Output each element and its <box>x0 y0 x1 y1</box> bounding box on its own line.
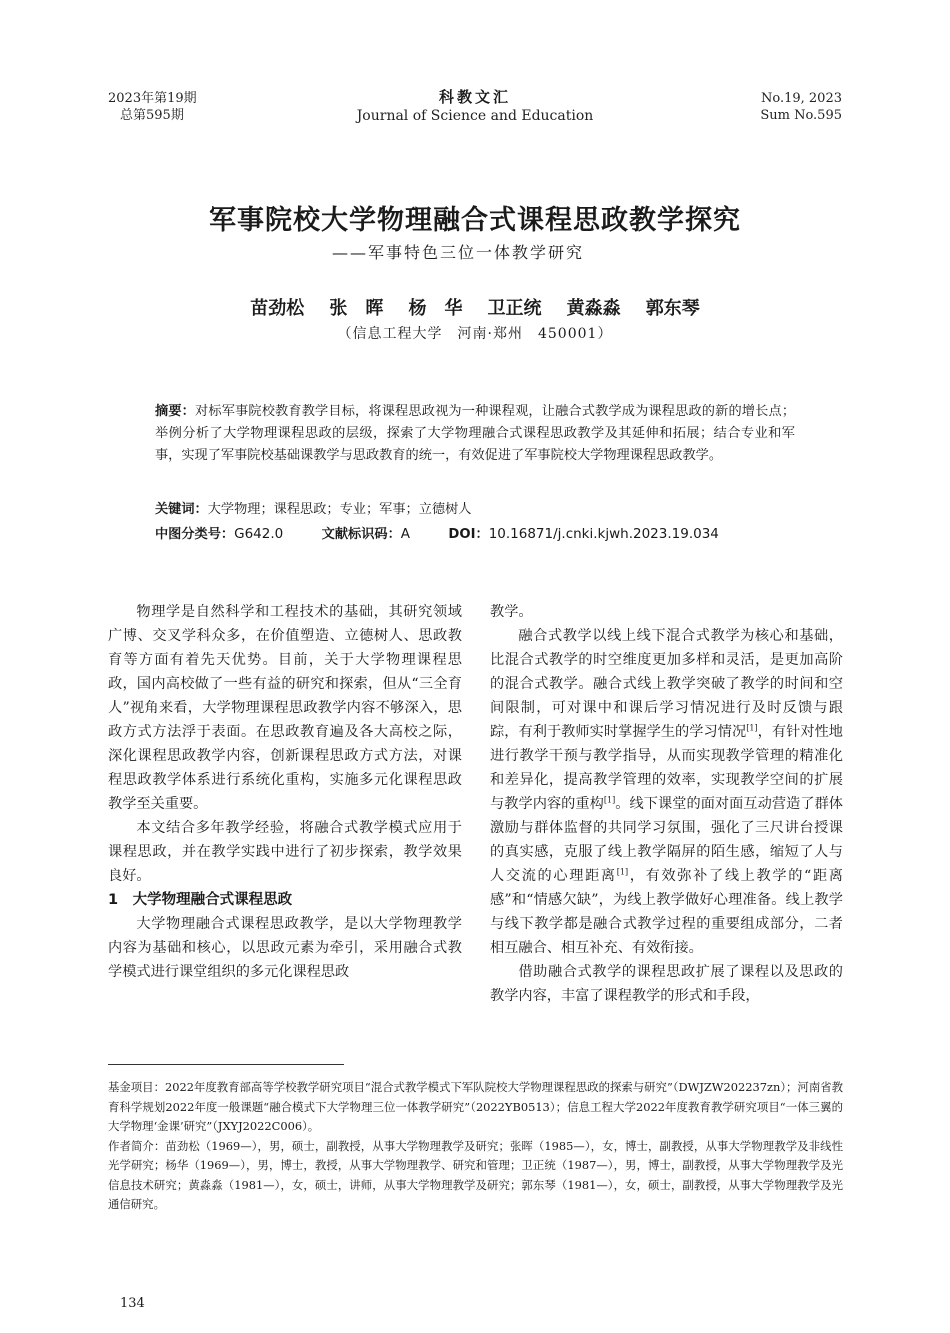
article-subtitle: ——军事特色三位一体教学研究 <box>332 243 585 262</box>
author-list <box>0 294 950 320</box>
author: 张 晖 <box>329 298 384 319</box>
keywords-label: 关键词： <box>155 502 208 517</box>
citation: [1] <box>603 795 616 805</box>
article-title: 军事院校大学物理融合式课程思政教学探究 <box>209 205 741 236</box>
paragraph <box>490 624 843 960</box>
keywords-text: 大学物理；课程思政；专业；军事；立德树人 <box>207 502 472 517</box>
keywords <box>155 499 795 521</box>
issue-cn: 2023年第19期 <box>108 91 197 106</box>
journal-logo-cn: 科教文汇 <box>438 88 511 106</box>
paragraph: 借助融合式教学的课程思政扩展了课程以及思政的教学内容，丰富了课程教学的形式和手段， <box>490 964 843 1004</box>
paragraph: 教学。 <box>490 604 533 620</box>
section-heading: 1 大学物理融合式课程思政 <box>108 892 293 908</box>
paragraph: 大学物理融合式课程思政教学，是以大学物理教学内容为基础和核心，以思政元素为牵引，采用融合式教学模式进行课堂组织的多元化课程思政 <box>108 916 462 980</box>
abstract-text: 对标军事院校教育教学目标，将课程思政视为一种课程观，让融合式教学成为课程思政的新的增长点；举例分析了大学物理课程思政的层级，探索了大学物理融合式课程思政教学及其延伸和拓展；结合专业和军事，实现了军事院校基础课教学与思政教育的统一，有效促进了军事院校大学物理课程思政教学。 <box>155 404 796 463</box>
citation: [1] <box>746 723 758 733</box>
issue-en: No.19, 2023 <box>761 91 842 106</box>
text-run: ，有针对性地进行教学干预与教学指导，从而实现教学管理的精准化和差异化，提高教学管理的效率，实现教学空间的扩展与教学内容的重构 <box>490 724 843 812</box>
classification-line <box>155 523 795 546</box>
abstract-label: 摘要： <box>155 404 196 419</box>
doc-code-label: 文献标识码： <box>321 527 401 542</box>
body-right-column <box>490 600 843 1008</box>
author: 杨 华 <box>408 298 463 319</box>
doc-code-value: A <box>400 526 411 542</box>
clc-value: G642.0 <box>234 526 284 542</box>
text-run: ，有效弥补了线上教学的“距离感”和“情感欠缺”，为线上教学做好心理准备。线上教学与线下教学都是融合式教学过程的重要组成部分，二者相互融合、相互补充、有效衔接。 <box>490 868 843 956</box>
text-run: 。线下课堂的面对面互动营造了群体激励与群体监督的共同学习氛围，强化了三尺讲台授课的真实感，克服了线上教学隔屏的陌生感，缩短了人与人交流的心理距离 <box>490 796 843 884</box>
author: 苗劲松 <box>250 298 305 319</box>
footnote <box>108 1078 843 1215</box>
affiliation: （信息工程大学 河南·郑州 450001） <box>337 326 613 342</box>
journal-name-en: Journal of Science and Education <box>356 108 594 124</box>
author-bio: 作者简介：苗劲松（1969—），男，硕士，副教授，从事大学物理教学及研究；张晖（1985—），女，博士，副教授，从事大学物理教学及非线性光学研究；杨华（1969—），男，博士，教授，从事大学物理教学、研究和管理；卫正统（1987—），男，博士，副教授，从事大学物理教学及光信息技术研究；黄淼淼（1981—），女，硕士，讲师，从事大学物理教学及研究；郭东琴（1981—），女，硕士，副教授，从事大学物理教学及光通信研究。 <box>108 1138 843 1211</box>
total-issue-cn: 总第595期 <box>120 108 184 123</box>
author: 卫正统 <box>487 298 542 319</box>
clc-label: 中图分类号： <box>155 527 235 542</box>
doi-value: 10.16871/j.cnki.kjwh.2023.19.034 <box>488 526 719 542</box>
citation: [1] <box>616 867 629 877</box>
doi-label: DOI： <box>448 527 489 542</box>
abstract <box>155 401 795 467</box>
paragraph: 物理学是自然科学和工程技术的基础，其研究领域广博、交叉学科众多，在价值塑造、立德树人、思政教育等方面有着先天优势。目前，关于大学物理课程思政，国内高校做了一些有益的研究和探索，但从“三全育人”视角来看，大学物理课程思政教学内容不够深入，思政方式方法浮于表面。在思政教育遍及各大高校之际，深化课程思政教学内容，创新课程思政方式方法，对课程思政教学体系进行系统化重构，实施多元化课程思政教学至关重要。 <box>108 604 462 812</box>
funding-note: 基金项目：2022年度教育部高等学校教学研究项目“混合式教学模式下军队院校大学物理课程思政的探索与研究”（DWJZW202237zn）；河南省教育科学规划2022年度一般课题“融合模式下大学物理三位一体教学研究”（2022YB0513）；信息工程大学2022年度教育教学研究项目“一体三翼的大学物理‘金课’研究”（JXYJ2022C006）。 <box>108 1080 843 1133</box>
paragraph: 本文结合多年教学经验，将融合式教学模式应用于课程思政，并在教学实践中进行了初步探索，教学效果良好。 <box>108 820 462 884</box>
page-number: 134 <box>120 1296 145 1311</box>
total-issue-en: Sum No.595 <box>760 108 842 123</box>
author: 黄淼淼 <box>566 298 621 319</box>
author: 郭东琴 <box>645 298 700 319</box>
body-left-column <box>108 600 462 984</box>
footnote-rule <box>108 1064 344 1065</box>
text-run: 融合式教学以线上线下混合式教学为核心和基础，比混合式教学的时空维度更加多样和灵活，是更加高阶的混合式教学。融合式线上教学突破了教学的时间和空间限制，可对课中和课后学习情况进行及时反馈与跟踪，有利于教师实时掌握学生的学习情况 <box>490 628 843 740</box>
